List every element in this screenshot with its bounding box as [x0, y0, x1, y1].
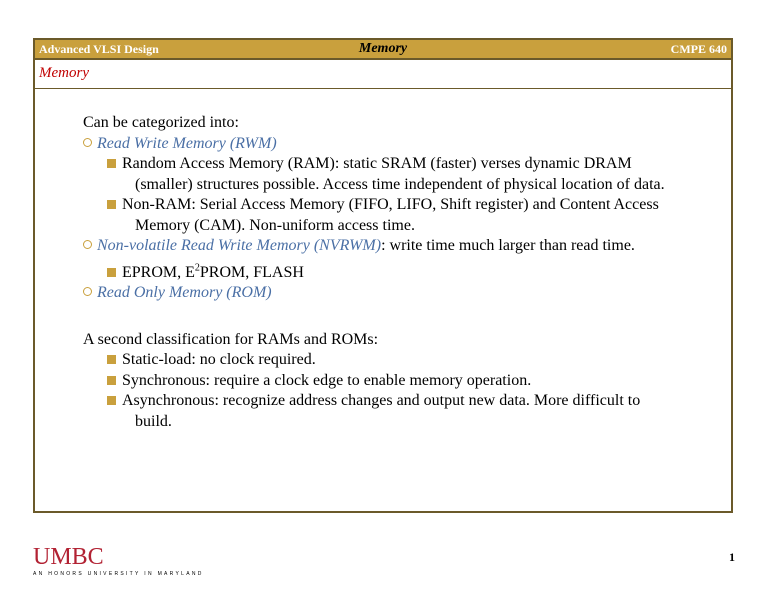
umbc-logo [33, 545, 204, 577]
list-item [83, 154, 723, 175]
intro-text: Can be categorized into: [83, 114, 239, 131]
rom-heading: Read Only Memory (ROM) [97, 284, 272, 301]
list-item [83, 236, 723, 257]
list-item [83, 195, 723, 216]
page-number: 1 [729, 550, 735, 564]
list-item [83, 263, 723, 284]
async-text-cont: build. [135, 412, 172, 430]
slide-header [33, 38, 733, 60]
list-item [83, 350, 723, 371]
slide-body [83, 113, 723, 432]
course-title: Advanced VLSI Design [39, 42, 159, 56]
nonram-text-cont: Memory (CAM). Non-uniform access time. [135, 216, 415, 234]
list-item [83, 134, 723, 155]
slide-topic: Memory [358, 41, 408, 56]
eprom-sup: 2 [194, 262, 200, 274]
ram-text: Random Access Memory (RAM): static SRAM (faster) verses dynamic DRAM [122, 155, 632, 172]
logo-tagline: AN HONORS UNIVERSITY IN MARYLAND [33, 571, 204, 577]
static-text: Static-load: no clock required. [122, 351, 316, 368]
rwm-heading: Read Write Memory (RWM) [97, 134, 277, 152]
nvrwm-heading: Non-volatile Read Write Memory (NVRWM) [97, 237, 382, 254]
square-bullet-icon [107, 200, 116, 209]
nvrwm-desc: : write time much larger than read time. [381, 237, 635, 254]
list-item [83, 283, 723, 304]
square-bullet-icon [107, 268, 116, 277]
list-item [83, 371, 723, 392]
square-bullet-icon [107, 355, 116, 364]
square-bullet-icon [107, 376, 116, 385]
second-classification: A second classification for RAMs and ROMs: [83, 330, 379, 348]
logo-wordmark: UMBC [33, 544, 104, 570]
square-bullet-icon [107, 159, 116, 168]
circle-bullet-icon [83, 138, 92, 147]
eprom-text-a: EPROM, E [122, 263, 195, 281]
square-bullet-icon [107, 396, 116, 405]
async-text: Asynchronous: recognize address changes and output new data. More difficult to [122, 392, 641, 409]
sync-text: Synchronous: require a clock edge to enable memory operation. [122, 371, 532, 389]
nonram-text: Non-RAM: Serial Access Memory (FIFO, LIFO, Shift register) and Content Access [122, 196, 659, 213]
ram-text-cont: (smaller) structures possible. Access time independent of physical location of data. [135, 175, 665, 193]
course-code: CMPE 640 [670, 42, 727, 56]
eprom-text-b: PROM, FLASH [199, 263, 304, 281]
circle-bullet-icon [83, 240, 92, 249]
circle-bullet-icon [83, 287, 92, 296]
list-item [83, 391, 723, 412]
section-title: Memory [39, 65, 89, 81]
